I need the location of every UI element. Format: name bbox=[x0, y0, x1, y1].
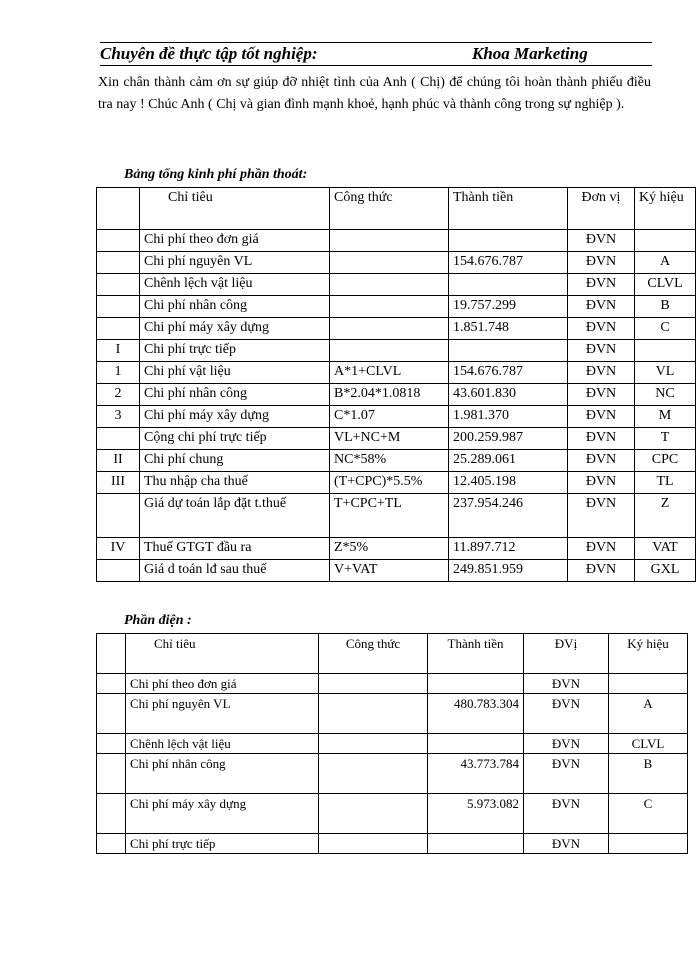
cell-indicator: Chi phí nhân công bbox=[140, 384, 330, 406]
cell-unit: ĐVN bbox=[568, 406, 635, 428]
table-row bbox=[97, 384, 696, 406]
table-header-row bbox=[97, 188, 696, 230]
cell-row-index: 3 bbox=[97, 406, 140, 428]
cell-amount bbox=[428, 834, 524, 854]
cell-amount: 1.981.370 bbox=[449, 406, 568, 428]
cell-unit: ĐVN bbox=[568, 560, 635, 582]
header-cell-indicator: Chỉ tiêu bbox=[140, 188, 330, 230]
cell-formula: T+CPC+TL bbox=[330, 494, 449, 538]
cell-symbol bbox=[609, 674, 688, 694]
cell-indicator: Thuế GTGT đầu ra bbox=[140, 538, 330, 560]
cell-indicator: Thu nhập cha thuế bbox=[140, 472, 330, 494]
cell-symbol: VL bbox=[635, 362, 696, 384]
cell-row-index bbox=[97, 674, 126, 694]
header-cell-row-index bbox=[97, 188, 140, 230]
header-cell-amount: Thành tiền bbox=[428, 634, 524, 674]
cell-unit: ĐVN bbox=[524, 794, 609, 834]
cell-unit: ĐVN bbox=[568, 318, 635, 340]
table-row bbox=[97, 362, 696, 384]
table-row bbox=[97, 674, 688, 694]
cell-formula bbox=[319, 674, 428, 694]
cell-formula bbox=[319, 794, 428, 834]
cell-formula bbox=[330, 318, 449, 340]
table-row bbox=[97, 734, 688, 754]
cell-amount bbox=[449, 340, 568, 362]
cell-unit: ĐVN bbox=[524, 674, 609, 694]
cell-symbol bbox=[635, 230, 696, 252]
cell-formula: C*1.07 bbox=[330, 406, 449, 428]
cell-amount: 12.405.198 bbox=[449, 472, 568, 494]
cell-amount: 480.783.304 bbox=[428, 694, 524, 734]
cell-unit: ĐVN bbox=[568, 340, 635, 362]
cell-row-index bbox=[97, 560, 140, 582]
cell-formula: VL+NC+M bbox=[330, 428, 449, 450]
cell-formula bbox=[319, 754, 428, 794]
cell-amount: 43.601.830 bbox=[449, 384, 568, 406]
cell-indicator: Chi phí vật liệu bbox=[140, 362, 330, 384]
cell-amount bbox=[449, 230, 568, 252]
cell-indicator: Chi phí trực tiếp bbox=[140, 340, 330, 362]
cell-row-index bbox=[97, 274, 140, 296]
cell-unit: ĐVN bbox=[524, 834, 609, 854]
table-row bbox=[97, 274, 696, 296]
cell-indicator: Chi phí máy xây dựng bbox=[126, 794, 319, 834]
cell-amount: 1.851.748 bbox=[449, 318, 568, 340]
cell-symbol: CPC bbox=[635, 450, 696, 472]
header-cell-unit: Đơn vị bbox=[568, 188, 635, 230]
cell-amount: 154.676.787 bbox=[449, 252, 568, 274]
cell-formula bbox=[330, 252, 449, 274]
cell-indicator: Chi phí theo đơn giá bbox=[140, 230, 330, 252]
cell-indicator: Cộng chi phí trực tiếp bbox=[140, 428, 330, 450]
table-row bbox=[97, 538, 696, 560]
cell-formula bbox=[319, 834, 428, 854]
cell-amount: 200.259.987 bbox=[449, 428, 568, 450]
cell-symbol: CLVL bbox=[635, 274, 696, 296]
header-cell-unit: ĐVị bbox=[524, 634, 609, 674]
cell-amount bbox=[428, 734, 524, 754]
page-header bbox=[100, 42, 652, 66]
table-row bbox=[97, 794, 688, 834]
cell-symbol: VAT bbox=[635, 538, 696, 560]
cell-amount: 237.954.246 bbox=[449, 494, 568, 538]
header-cell-symbol: Ký hiệu bbox=[635, 188, 696, 230]
cell-unit: ĐVN bbox=[568, 428, 635, 450]
cell-formula: V+VAT bbox=[330, 560, 449, 582]
table-row bbox=[97, 428, 696, 450]
cell-indicator: Chi phí theo đơn giá bbox=[126, 674, 319, 694]
cell-indicator: Chi phí máy xây dựng bbox=[140, 406, 330, 428]
table-header-row bbox=[97, 634, 688, 674]
cell-row-index bbox=[97, 296, 140, 318]
cell-formula bbox=[319, 734, 428, 754]
cell-row-index bbox=[97, 252, 140, 274]
cell-formula bbox=[330, 230, 449, 252]
cell-amount: 11.897.712 bbox=[449, 538, 568, 560]
cell-symbol: B bbox=[609, 754, 688, 794]
cell-unit: ĐVN bbox=[524, 694, 609, 734]
cell-indicator: Chi phí nguyên VL bbox=[126, 694, 319, 734]
table-row bbox=[97, 230, 696, 252]
cell-unit: ĐVN bbox=[568, 538, 635, 560]
header-cell-formula: Công thức bbox=[330, 188, 449, 230]
cell-symbol: GXL bbox=[635, 560, 696, 582]
cell-row-index bbox=[97, 428, 140, 450]
cell-row-index: IV bbox=[97, 538, 140, 560]
cost-table-drainage bbox=[96, 187, 696, 582]
cell-symbol: C bbox=[609, 794, 688, 834]
table-row bbox=[97, 340, 696, 362]
cell-indicator: Chi phí trực tiếp bbox=[126, 834, 319, 854]
cell-indicator: Chi phí nhân công bbox=[140, 296, 330, 318]
cell-row-index: II bbox=[97, 450, 140, 472]
cell-symbol bbox=[635, 340, 696, 362]
cell-symbol: A bbox=[609, 694, 688, 734]
table-row bbox=[97, 318, 696, 340]
cell-symbol: TL bbox=[635, 472, 696, 494]
table-row bbox=[97, 406, 696, 428]
cell-amount bbox=[449, 274, 568, 296]
cell-unit: ĐVN bbox=[524, 734, 609, 754]
cell-symbol: Z bbox=[635, 494, 696, 538]
cell-unit: ĐVN bbox=[568, 362, 635, 384]
table-row bbox=[97, 834, 688, 854]
cell-unit: ĐVN bbox=[524, 754, 609, 794]
table-row bbox=[97, 560, 696, 582]
cell-row-index bbox=[97, 694, 126, 734]
cell-row-index bbox=[97, 318, 140, 340]
cell-amount: 43.773.784 bbox=[428, 754, 524, 794]
cell-unit: ĐVN bbox=[568, 230, 635, 252]
cell-indicator: Chi phí nguyên VL bbox=[140, 252, 330, 274]
cell-row-index bbox=[97, 494, 140, 538]
cell-formula: Z*5% bbox=[330, 538, 449, 560]
cell-symbol: M bbox=[635, 406, 696, 428]
table-row bbox=[97, 252, 696, 274]
cell-row-index bbox=[97, 754, 126, 794]
table-row bbox=[97, 472, 696, 494]
header-cell-indicator: Chỉ tiêu bbox=[126, 634, 319, 674]
table-row bbox=[97, 694, 688, 734]
cost-table-electrical bbox=[96, 633, 688, 854]
header-department: Khoa Marketing bbox=[472, 44, 588, 63]
cell-formula bbox=[330, 274, 449, 296]
cell-formula bbox=[330, 340, 449, 362]
cell-amount: 19.757.299 bbox=[449, 296, 568, 318]
cell-amount: 249.851.959 bbox=[449, 560, 568, 582]
cell-formula bbox=[330, 296, 449, 318]
intro-paragraph: Xin chân thành cảm ơn sự giúp đỡ nhiệt tình của Anh ( Chị) để chúng tôi hoàn thành phiếu điều tra nay ! Chúc Anh ( Chị và gian đình mạnh khoẻ, hạnh phúc và thành công trong sự nghiệp ). bbox=[98, 75, 651, 112]
cell-indicator: Chênh lệch vật liệu bbox=[140, 274, 330, 296]
cell-indicator: Giá dự toán lắp đặt t.thuế bbox=[140, 494, 330, 538]
cell-symbol: NC bbox=[635, 384, 696, 406]
cell-symbol: CLVL bbox=[609, 734, 688, 754]
cell-row-index bbox=[97, 230, 140, 252]
cell-row-index: 2 bbox=[97, 384, 140, 406]
cell-unit: ĐVN bbox=[568, 450, 635, 472]
table-row bbox=[97, 494, 696, 538]
table1-caption: Bảng tổng kinh phí phần thoát: bbox=[124, 167, 308, 182]
cell-amount: 25.289.061 bbox=[449, 450, 568, 472]
cell-indicator: Chênh lệch vật liệu bbox=[126, 734, 319, 754]
cell-symbol bbox=[609, 834, 688, 854]
cell-amount: 154.676.787 bbox=[449, 362, 568, 384]
cell-row-index: 1 bbox=[97, 362, 140, 384]
cell-unit: ĐVN bbox=[568, 472, 635, 494]
header-title: Chuyên đề thực tập tốt nghiệp: bbox=[100, 44, 318, 63]
cell-row-index bbox=[97, 794, 126, 834]
cell-unit: ĐVN bbox=[568, 296, 635, 318]
cell-amount bbox=[428, 674, 524, 694]
cell-formula bbox=[319, 694, 428, 734]
table-row bbox=[97, 754, 688, 794]
cell-unit: ĐVN bbox=[568, 274, 635, 296]
cell-indicator: Giá d toán lđ sau thuế bbox=[140, 560, 330, 582]
cell-formula: NC*58% bbox=[330, 450, 449, 472]
cell-indicator: Chi phí chung bbox=[140, 450, 330, 472]
cell-unit: ĐVN bbox=[568, 384, 635, 406]
table2-caption: Phần điện : bbox=[124, 613, 192, 628]
cell-unit: ĐVN bbox=[568, 494, 635, 538]
cell-indicator: Chi phí nhân công bbox=[126, 754, 319, 794]
cell-unit: ĐVN bbox=[568, 252, 635, 274]
cell-symbol: T bbox=[635, 428, 696, 450]
cell-symbol: C bbox=[635, 318, 696, 340]
table-row bbox=[97, 450, 696, 472]
cell-row-index: III bbox=[97, 472, 140, 494]
cell-symbol: B bbox=[635, 296, 696, 318]
header-cell-symbol: Ký hiệu bbox=[609, 634, 688, 674]
table-row bbox=[97, 296, 696, 318]
cell-formula: (T+CPC)*5.5% bbox=[330, 472, 449, 494]
cell-row-index: I bbox=[97, 340, 140, 362]
cell-formula: A*1+CLVL bbox=[330, 362, 449, 384]
header-cell-formula: Công thức bbox=[319, 634, 428, 674]
cell-indicator: Chi phí máy xây dựng bbox=[140, 318, 330, 340]
cell-amount: 5.973.082 bbox=[428, 794, 524, 834]
cell-row-index bbox=[97, 734, 126, 754]
header-cell-amount: Thành tiền bbox=[449, 188, 568, 230]
header-cell-row-index bbox=[97, 634, 126, 674]
cell-symbol: A bbox=[635, 252, 696, 274]
cell-row-index bbox=[97, 834, 126, 854]
cell-formula: B*2.04*1.0818 bbox=[330, 384, 449, 406]
